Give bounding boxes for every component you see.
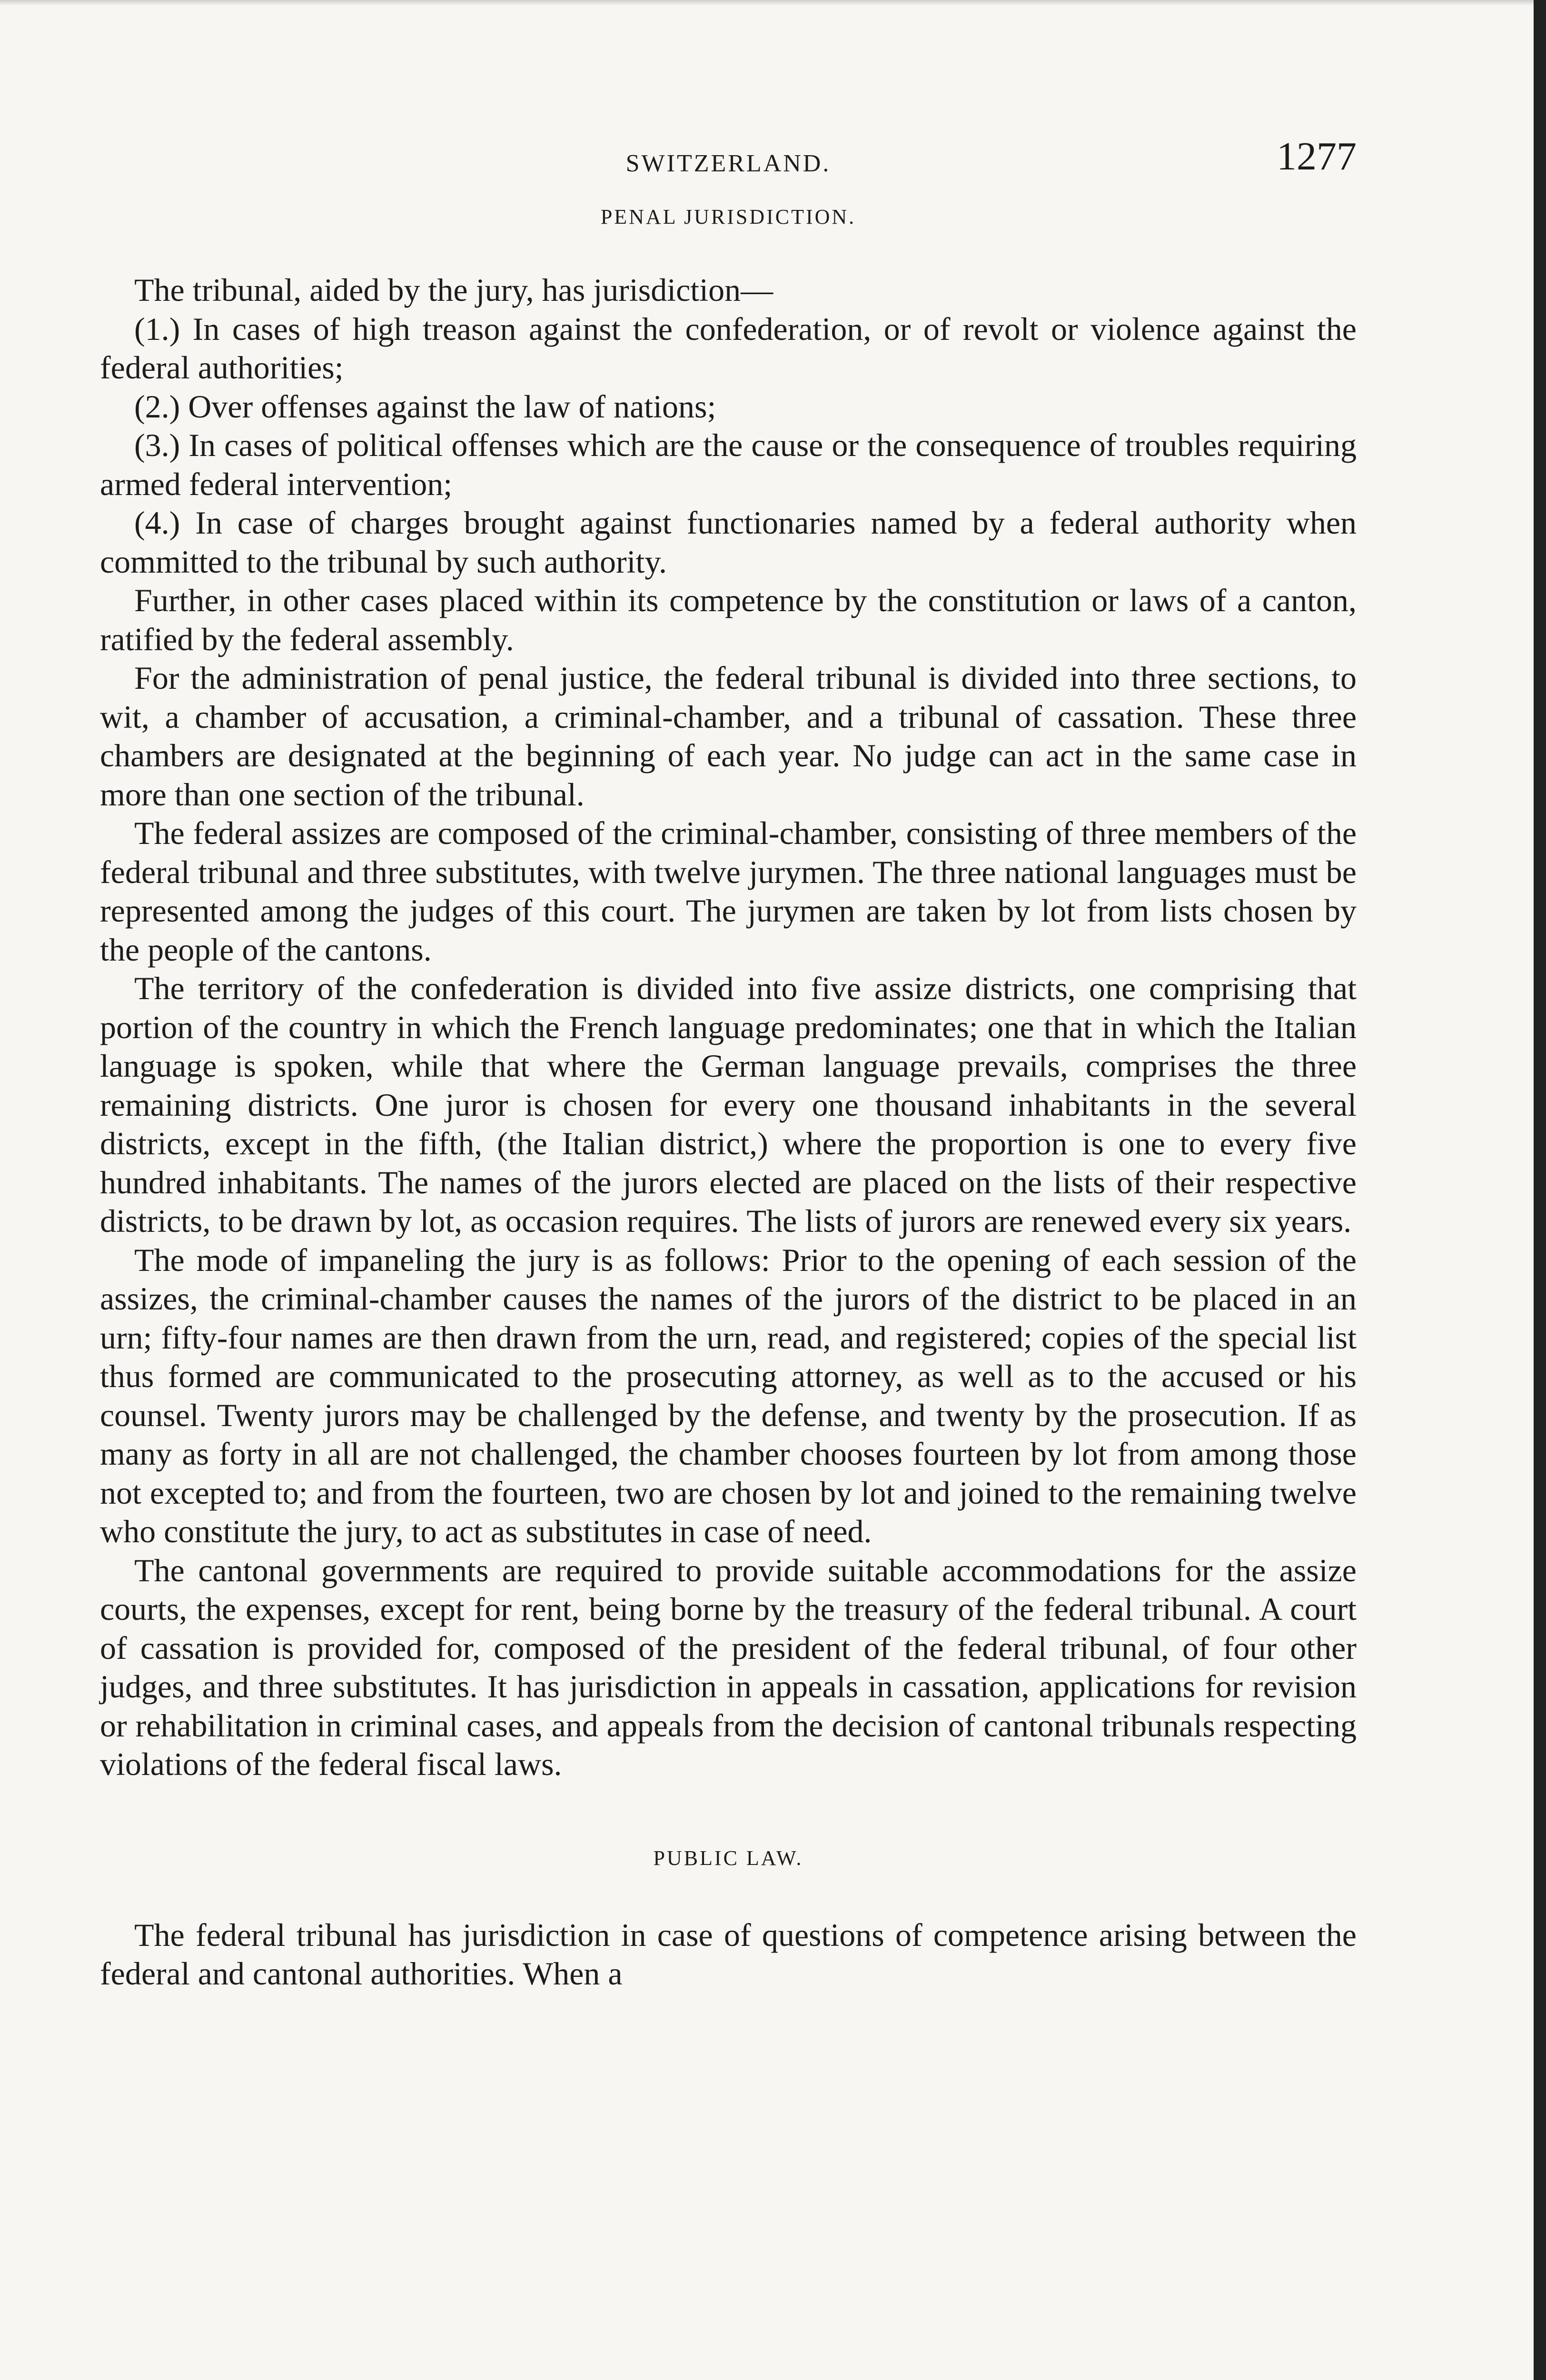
section-body	[100, 271, 1357, 1784]
running-title: SWITZERLAND.	[625, 150, 831, 177]
paragraph: The federal tribunal has jurisdiction in case of questions of competence arising between the federal and cantonal authorities. When a	[100, 1916, 1357, 1992]
paragraph: (4.) In case of charges brought against functionaries named by a federal authority when committed to the tribunal by such authority.	[100, 505, 1357, 580]
paragraph: (1.) In cases of high treason against the confederation, or of revolt or violence against the federal authorities;	[100, 310, 1357, 386]
section-public-law	[100, 1846, 1357, 1993]
section-penal-jurisdiction	[100, 205, 1357, 1784]
paragraph: The mode of impaneling the jury is as follows: Prior to the opening of each session of the assizes, the criminal-chamber causes the names of the jurors of the district to be placed in an urn; fifty-four names are then drawn from the urn, read, and registered; copies of the special list thus formed are communicated to the prosecuting attorney, as well as to the accused or his counsel. Twenty jurors may be challenged by the defense, and twenty by the prosecution. If as many as forty in all are not challenged, the chamber chooses fourteen by lot from among those not excepted to; and from the fourteen, two are chosen by lot and joined to the remaining twelve who constitute the jury, to act as substitutes in case of need.	[100, 1241, 1357, 1549]
book-page	[100, 133, 1357, 1993]
scan-binding-edge	[1534, 0, 1546, 2380]
paragraph: (3.) In cases of political offenses which are the cause or the consequence of troubles requiring armed federal intervention;	[100, 427, 1357, 502]
paragraph: The cantonal governments are required to provide suitable accommodations for the assize courts, the expenses, except for rent, being borne by the treasury of the federal tribunal. A court of cassation is provided for, composed of the president of the federal tribunal, of four other judges, and three substitutes. It has jurisdiction in appeals in cassation, applications for revision or rehabilitation in criminal cases, and appeals from the decision of cantonal tribunals respecting violations of the federal fiscal laws.	[100, 1552, 1357, 1782]
section-body	[100, 1916, 1357, 1993]
paragraph: For the administration of penal justice, the federal tribunal is divided into three sections, to wit, a chamber of accusation, a criminal-chamber, and a tribunal of cassation. These three chambers are designated at the beginning of each year. No judge can act in the same case in more than one section of the tribunal.	[100, 660, 1357, 813]
page-number: 1277	[1277, 134, 1357, 178]
scan-top-edge	[0, 0, 1546, 6]
section-heading: PUBLIC LAW.	[653, 1846, 803, 1870]
paragraph: Further, in other cases placed within its competence by the constitution or laws of a canton, ratified by the federal assembly.	[100, 582, 1357, 657]
paragraph: The territory of the confederation is divided into five assize districts, one comprising that portion of the country in which the French language predominates; one that in which the Italian language is spoken, while that where the German language prevails, comprises the three remaining districts. One juror is chosen for every one thousand inhabitants in the several districts, except in the fifth, (the Italian district,) where the proportion is one to every five hundred inhabitants. The names of the jurors elected are placed on the lists of their respective districts, to be drawn by lot, as occasion requires. The lists of jurors are renewed every six years.	[100, 970, 1357, 1239]
paragraph: The tribunal, aided by the jury, has jurisdiction—	[134, 272, 773, 308]
running-header	[100, 133, 1357, 190]
paragraph: The federal assizes are composed of the criminal-chamber, consisting of three members of the federal tribunal and three substitutes, with twelve jurymen. The three national languages must be represented among the judges of this court. The jurymen are taken by lot from lists chosen by the people of the cantons.	[100, 815, 1357, 968]
paragraph: (2.) Over offenses against the law of nations;	[134, 388, 716, 425]
section-heading: PENAL JURISDICTION.	[600, 205, 856, 228]
